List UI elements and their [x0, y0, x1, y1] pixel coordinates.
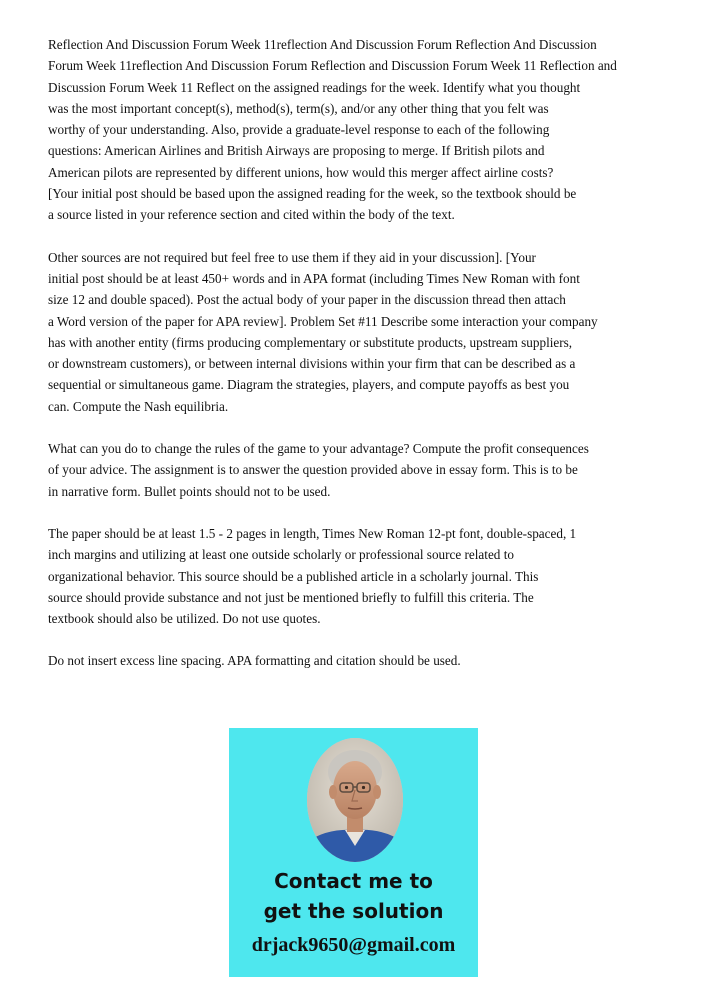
- text-line: sequential or simultaneous game. Diagram the strategies, players, and compute payoffs as best you: [48, 377, 570, 393]
- person-portrait-icon: [307, 738, 403, 862]
- contact-cta-line-2: get the solution: [263, 899, 444, 923]
- text-line: a Word version of the paper for APA review]. Problem Set #11 Describe some interaction your company: [48, 313, 598, 329]
- document-body: [48, 34, 688, 693]
- text-line: organizational behavior. This source should be a published article in a scholarly journal. This: [48, 568, 539, 584]
- text-line: Other sources are not required but feel free to use them if they aid in your discussion]. [Your: [48, 249, 536, 265]
- text-line: source should provide substance and not just be mentioned briefly to fulfill this criteria. The: [48, 589, 534, 605]
- text-line: in narrative form. Bullet points should not to be used.: [48, 483, 331, 499]
- text-line: Forum Week 11reflection And Discussion Forum Reflection and Discussion Forum Week 11 Reflection and: [48, 58, 617, 74]
- text-line: or downstream customers), or between internal divisions within your firm that can be described as a: [48, 356, 576, 372]
- text-line: textbook should also be utilized. Do not use quotes.: [48, 611, 321, 627]
- text-line: questions: American Airlines and British Airways are proposing to merge. If British pilots and: [48, 143, 545, 159]
- paragraph: [48, 438, 688, 502]
- paragraph: [48, 34, 688, 226]
- text-line: was the most important concept(s), method(s), term(s), and/or any other thing that you felt was: [48, 100, 549, 116]
- paragraph: [48, 650, 688, 671]
- text-line: American pilots are represented by different unions, how would this merger affect airline costs?: [48, 164, 554, 180]
- text-line: of your advice. The assignment is to answer the question provided above in essay form. This is to be: [48, 462, 578, 478]
- text-line: size 12 and double spaced). Post the actual body of your paper in the discussion thread then attach: [48, 292, 566, 308]
- text-line: Discussion Forum Week 11 Reflect on the assigned readings for the week. Identify what you thought: [48, 79, 581, 95]
- text-line: The paper should be at least 1.5 - 2 pages in length, Times New Roman 12-pt font, double-spaced, 1: [48, 525, 577, 541]
- text-line: inch margins and utilizing at least one outside scholarly or professional source related to: [48, 547, 514, 563]
- contact-promo-banner: [229, 728, 478, 977]
- text-line: Reflection And Discussion Forum Week 11reflection And Discussion Forum Reflection And Discussion: [48, 37, 597, 52]
- text-line: initial post should be at least 450+ words and in APA format (including Times New Roman with font: [48, 270, 580, 286]
- text-line: [Your initial post should be based upon the assigned reading for the week, so the textbook should be: [48, 186, 577, 202]
- text-line: can. Compute the Nash equilibria.: [48, 398, 229, 414]
- text-line: worthy of your understanding. Also, provide a graduate-level response to each of the following: [48, 122, 550, 138]
- text-line: What can you do to change the rules of the game to your advantage? Compute the profit consequences: [48, 441, 589, 457]
- paragraph: [48, 247, 688, 417]
- text-line: has with another entity (firms producing complementary or substitute products, upstream suppliers,: [48, 334, 573, 350]
- paragraph: [48, 523, 688, 629]
- text-line: a source listed in your reference section and cited within the body of the text.: [48, 207, 455, 223]
- contact-email: drjack9650@gmail.com: [251, 934, 456, 956]
- text-line: Do not insert excess line spacing. APA formatting and citation should be used.: [48, 653, 461, 669]
- contact-cta-line-1: Contact me to: [274, 869, 433, 893]
